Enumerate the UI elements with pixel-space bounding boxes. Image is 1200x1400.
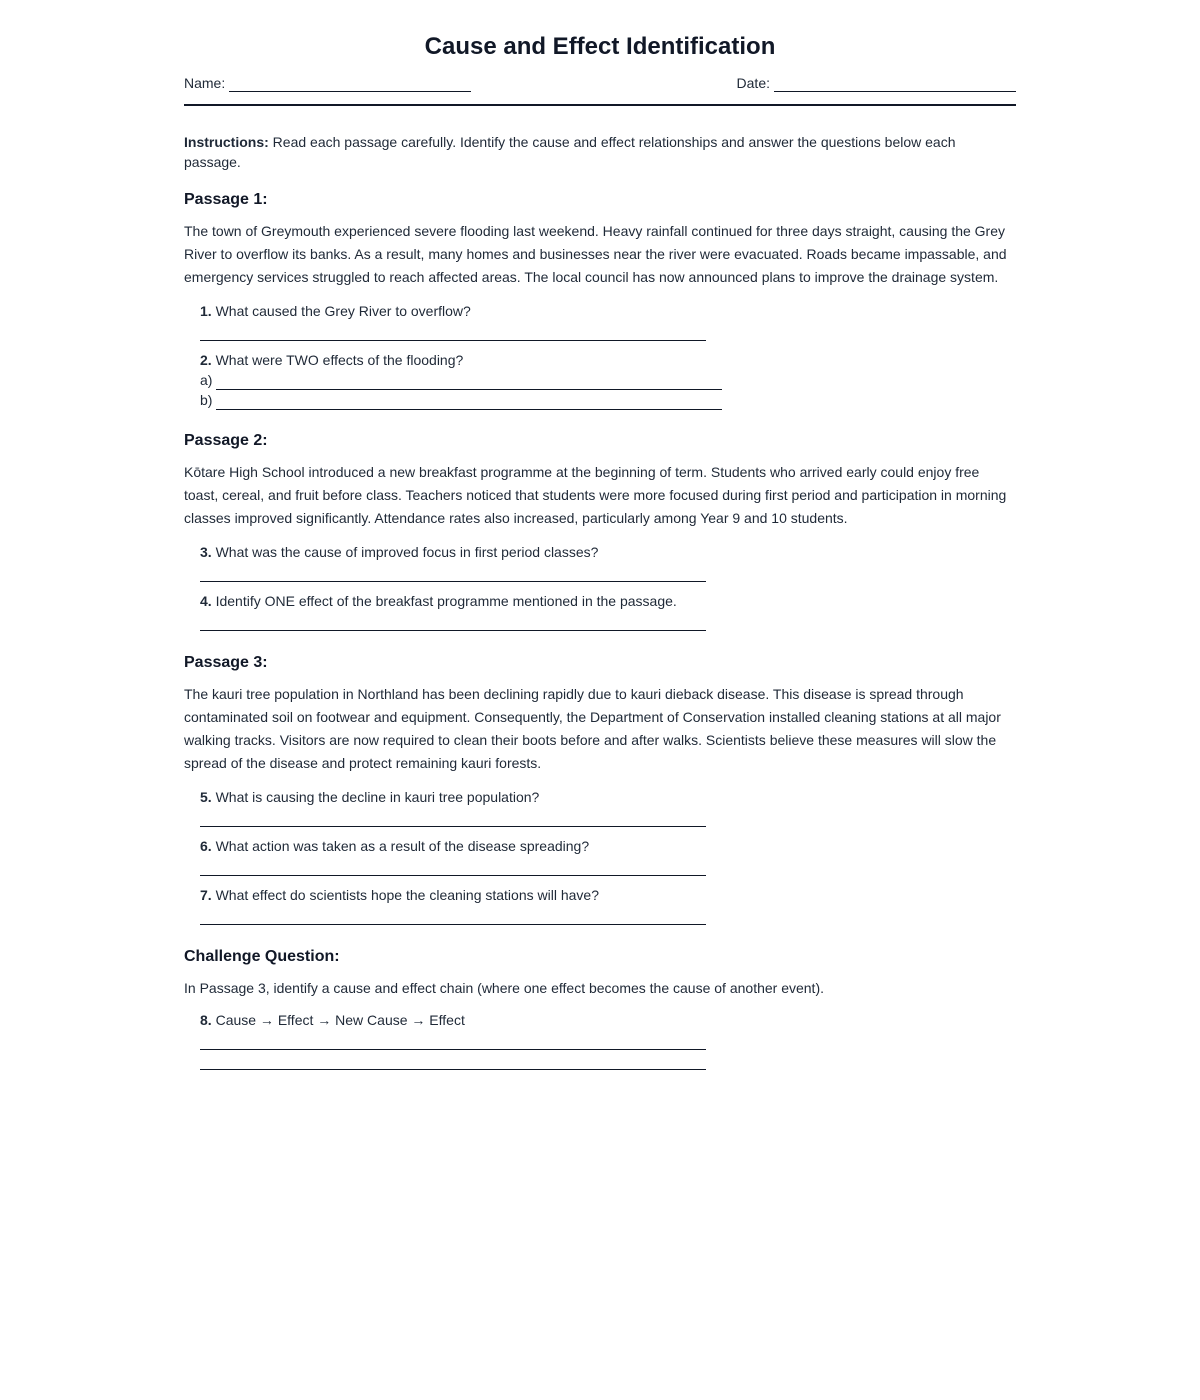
- question-8: [200, 1010, 1016, 1070]
- question-6-text: What action was taken as a result of the disease spreading?: [211, 838, 590, 854]
- passage-3-text: The kauri tree population in Northland has been declining rapidly due to kauri dieback disease. This disease is spread through contaminated soil on footwear and equipment. Consequently, the Department of Conservation installed cleaning stations at all major walking tracks. Visitors are now required to clean their boots before and after walks. Scientists believe these measures will slow the spread of the disease and protect remaining kauri forests.: [184, 686, 1001, 771]
- question-7-text: What effect do scientists hope the cleaning stations will have?: [211, 887, 599, 903]
- question-2-text: What were TWO effects of the flooding?: [211, 352, 464, 368]
- passage-1-heading: Passage 1:: [184, 191, 268, 208]
- page-title: Cause and Effect Identification: [424, 33, 776, 60]
- question-2-a-label: a): [200, 372, 213, 388]
- question-3-answer-line[interactable]: [200, 562, 706, 582]
- question-5: [200, 787, 1016, 827]
- question-4-answer-line[interactable]: [200, 611, 706, 631]
- question-2-b-line[interactable]: [216, 393, 722, 410]
- instructions-text: Read each passage carefully. Identify the cause and effect relationships and answer the questions below each passage.: [184, 134, 956, 170]
- question-2-answer-a: [200, 370, 1016, 390]
- question-5-answer-line[interactable]: [200, 807, 706, 827]
- question-2-a-line[interactable]: [216, 373, 722, 390]
- question-5-text: What is causing the decline in kauri tree population?: [211, 789, 540, 805]
- question-1-answer-line[interactable]: [200, 321, 706, 341]
- passage-2-text: Kōtare High School introduced a new breakfast programme at the beginning of term. Students who arrived early could enjoy free toast, cereal, and fruit before class. Teachers noticed that students were more focused during first period and participation in morning classes improved significantly. Attendance rates also increased, particularly among Year 9 and 10 students.: [184, 464, 1007, 526]
- question-4: [200, 591, 1016, 631]
- name-blank[interactable]: [229, 75, 471, 92]
- question-3-number: 3.: [200, 544, 212, 560]
- question-2-number: 2.: [200, 352, 212, 368]
- question-7-number: 7.: [200, 887, 212, 903]
- question-6-number: 6.: [200, 838, 212, 854]
- question-1-number: 1.: [200, 303, 212, 319]
- challenge-text: In Passage 3, identify a cause and effect chain (where one effect becomes the cause of another event).: [184, 980, 825, 996]
- name-label: Name:: [184, 75, 226, 91]
- question-8-text: Cause → Effect → New Cause → Effect: [211, 1012, 465, 1028]
- worksheet-page: [184, 0, 1016, 1070]
- question-4-text: Identify ONE effect of the breakfast programme mentioned in the passage.: [211, 593, 677, 609]
- passage-1-text: The town of Greymouth experienced severe flooding last weekend. Heavy rainfall continued for three days straight, causing the Grey River to overflow its banks. As a result, many homes and businesses near the river were evacuated. Roads became impassable, and emergency services struggled to reach affected areas. The local council has now announced plans to improve the drainage system.: [184, 223, 1007, 285]
- question-2-answer-b: [200, 390, 1016, 410]
- instructions: [184, 132, 1016, 172]
- question-3: [200, 542, 1016, 582]
- question-1-text: What caused the Grey River to overflow?: [211, 303, 471, 319]
- passage-3-heading: Passage 3:: [184, 654, 268, 671]
- date-blank[interactable]: [774, 75, 1016, 92]
- question-6: [200, 836, 1016, 876]
- question-7: [200, 885, 1016, 925]
- question-5-number: 5.: [200, 789, 212, 805]
- passage-2-heading: Passage 2:: [184, 432, 268, 449]
- question-1: [200, 301, 1016, 341]
- instructions-label: Instructions:: [184, 134, 269, 150]
- question-2-b-label: b): [200, 392, 213, 408]
- name-date-row: [184, 74, 1016, 106]
- question-7-answer-line[interactable]: [200, 905, 706, 925]
- question-2: [200, 350, 1016, 410]
- question-8-answer-line-2[interactable]: [200, 1050, 706, 1070]
- question-8-answer-line-1[interactable]: [200, 1030, 706, 1050]
- date-field: [737, 74, 1016, 92]
- name-field: [184, 74, 471, 92]
- challenge-heading: Challenge Question:: [184, 948, 340, 965]
- question-4-number: 4.: [200, 593, 212, 609]
- date-label: Date:: [736, 75, 770, 91]
- question-6-answer-line[interactable]: [200, 856, 706, 876]
- question-8-number: 8.: [200, 1012, 212, 1028]
- question-3-text: What was the cause of improved focus in first period classes?: [211, 544, 599, 560]
